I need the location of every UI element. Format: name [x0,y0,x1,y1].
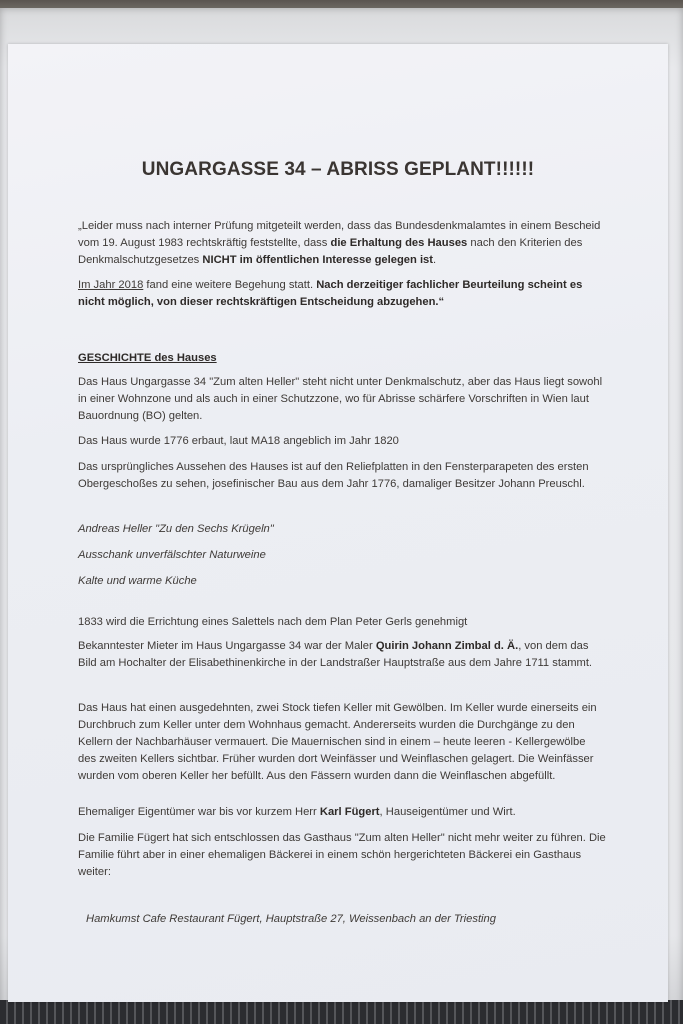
notice-sheet [8,44,668,1002]
history-paragraph-5 [78,638,606,672]
quote-text: fand eine weitere Begehung statt. [143,279,317,291]
history-paragraph-4: 1833 wird die Errichtung eines Salettels nach dem Plan Peter Gerls genehmigt [78,616,468,628]
history-paragraph-1: Das Haus Ungargasse 34 "Zum alten Heller" steht nicht unter Denkmalschutz, aber das Haus liegt sowohl in einer Wohnzone und als auch in einer Schutzzone, wo für Abrisse schärfere Vorschriften in Wien laut Bauordnung (BO) gelten. [78,376,603,422]
quote-bold-text: Nach derzeitiger fachlicher Beurteilung scheint es nicht möglich, von dieser rechtskräftigen Entscheidung abzugehen.“ [78,279,583,308]
history-text: Ehemaliger Eigentümer war bis vor kurzem Herr [78,806,320,818]
restaurant-address: Hamkumst Cafe Restaurant Fügert, Hauptstraße 27, Weissenbach an der Triesting [86,913,496,925]
owner-name: Karl Fügert [319,806,380,818]
quote-paragraph-2 [78,277,606,311]
background-bottom [0,1000,683,1024]
quote-paragraph-1 [78,218,606,269]
history-paragraph-2: Das Haus wurde 1776 erbaut, laut MA18 angeblich im Jahr 1820 [78,435,399,447]
history-heading-text: GESCHICHTE des Hauses [78,352,217,364]
relief-inscription-2: Ausschank unverfälschter Naturweine [78,549,266,561]
history-paragraph-7 [78,804,606,821]
quote-underlined-text: Im Jahr 2018 [78,279,144,291]
history-text: Bekanntester Mieter im Haus Ungargasse 34 war der Maler [78,640,376,652]
quote-bold-text: NICHT im öffentlichen Interesse gelegen ist [202,254,434,266]
history-text: , von dem das Bild am Hochalter der Elisabethinenkirche in der Landstraßer Hauptstraße aus dem Jahre 1711 stammt. [78,640,593,669]
relief-inscription-1: Andreas Heller "Zu den Sechs Krügeln" [78,523,274,535]
quote-text: nach den Kriterien des Denkmalschutzgesetzes [78,237,583,266]
quote-text: „Leider muss nach interner Prüfung mitgeteilt werden, dass das Bundesdenkmalamtes in einem Bescheid vom 19. August 1983 rechtskräftig feststellte, dass [78,220,601,249]
relief-inscription-3: Kalte und warme Küche [78,575,197,587]
history-paragraph-6: Das Haus hat einen ausgedehnten, zwei Stock tiefen Keller mit Gewölben. Im Keller wurde einerseits ein Durchbruch zum Keller unter dem Wohnhaus gemacht. Andererseits wurden die Durchgänge zu den Kellern der Nachbarhäuser vermauert. Die Mauernischen sind in einem – heute leeren - Kellergewölbe des zweiten Kellers sichtbar. Früher wurden dort Weinfässer und Weinflaschen gelagert. Die Weinfässer wurden vom oberen Keller her befüllt. Aus den Fässern wurden dann die Weinflaschen abgefüllt. [78,702,597,782]
history-paragraph-3: Das ursprüngliches Aussehen des Hauses ist auf den Reliefplatten in den Fensterparapeten des ersten Obergeschoßes zu sehen, josefinischer Bau aus dem Jahr 1776, damaliger Besitzer Johann Preuschl. [78,461,589,490]
painter-name: Quirin Johann Zimbal d. Ä. [375,640,519,652]
quote-bold-text: die Erhaltung des Hauses [330,237,468,249]
history-text: , Hauseigentümer und Wirt. [379,806,516,818]
history-heading [78,350,606,367]
history-paragraph-8: Die Familie Fügert hat sich entschlossen das Gasthaus "Zum alten Heller" nicht mehr weiter zu führen. Die Familie führt aber in einer ehemaligen Bäckerei in einem schön hergerichteten Bäckerei ein Gasthaus weiter: [78,832,606,878]
notice-title: UNGARGASSE 34 – ABRISS GEPLANT!!!!!! [141,159,535,180]
quote-text: . [433,254,437,266]
